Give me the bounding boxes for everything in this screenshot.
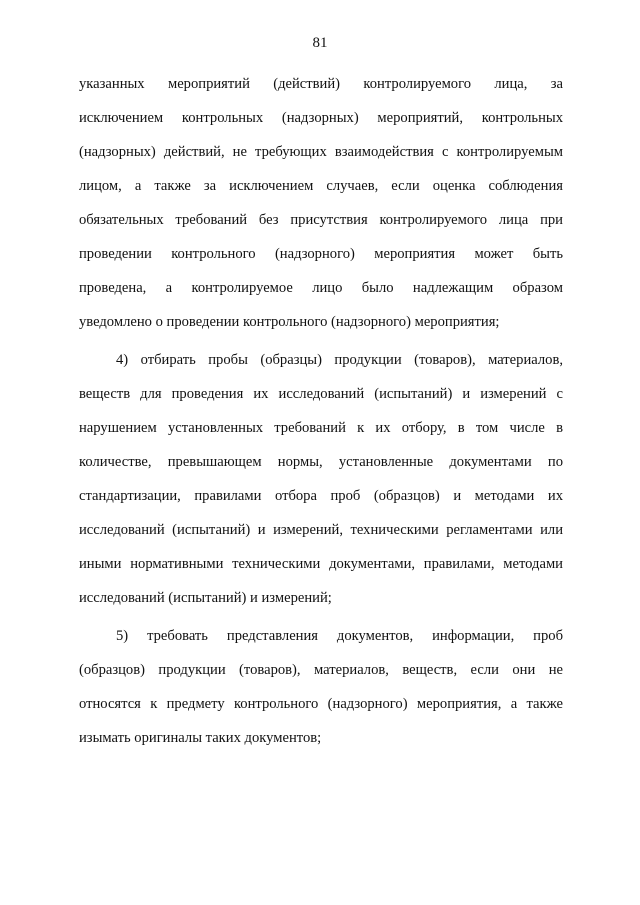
text-line: 5) требовать представления документов, информации, проб <box>116 628 563 644</box>
paragraph-continuation <box>79 67 563 339</box>
text-line: исследований (испытаний) и измерений, техническими регламентами или <box>79 522 563 538</box>
text-line: лицом, а также за исключением случаев, если оценка соблюдения <box>79 178 563 194</box>
text-line: (образцов) продукции (товаров), материалов, веществ, если они не <box>79 662 563 678</box>
text-line: проведении контрольного (надзорного) мероприятия может быть <box>79 246 563 262</box>
text-line: стандартизации, правилами отбора проб (образцов) и методами их <box>79 488 563 504</box>
text-line: проведена, а контролируемое лицо было надлежащим образом <box>79 280 563 296</box>
page-number: 81 <box>312 35 328 51</box>
paragraph-item-4 <box>79 343 563 615</box>
text-line: обязательных требований без присутствия контролируемого лица при <box>79 212 563 228</box>
text-line: (надзорных) действий, не требующих взаимодействия с контролируемым <box>79 144 563 160</box>
text-line: уведомлено о проведении контрольного (надзорного) мероприятия; <box>79 314 500 330</box>
text-line: исследований (испытаний) и измерений; <box>79 590 332 606</box>
text-line: указанных мероприятий (действий) контролируемого лица, за <box>79 76 563 92</box>
text-line: относятся к предмету контрольного (надзорного) мероприятия, а также <box>79 696 563 712</box>
text-line: нарушением установленных требований к их отбору, в том числе в <box>79 420 563 436</box>
text-line: веществ для проведения их исследований (испытаний) и измерений с <box>79 386 563 402</box>
text-line: иными нормативными техническими документами, правилами, методами <box>79 556 563 572</box>
text-line: количестве, превышающем нормы, установленные документами по <box>79 454 563 470</box>
text-line: 4) отбирать пробы (образцы) продукции (товаров), материалов, <box>116 352 563 368</box>
text-line: изымать оригиналы таких документов; <box>79 730 322 746</box>
text-line: исключением контрольных (надзорных) мероприятий, контрольных <box>79 110 563 126</box>
paragraph-item-5 <box>79 619 563 755</box>
